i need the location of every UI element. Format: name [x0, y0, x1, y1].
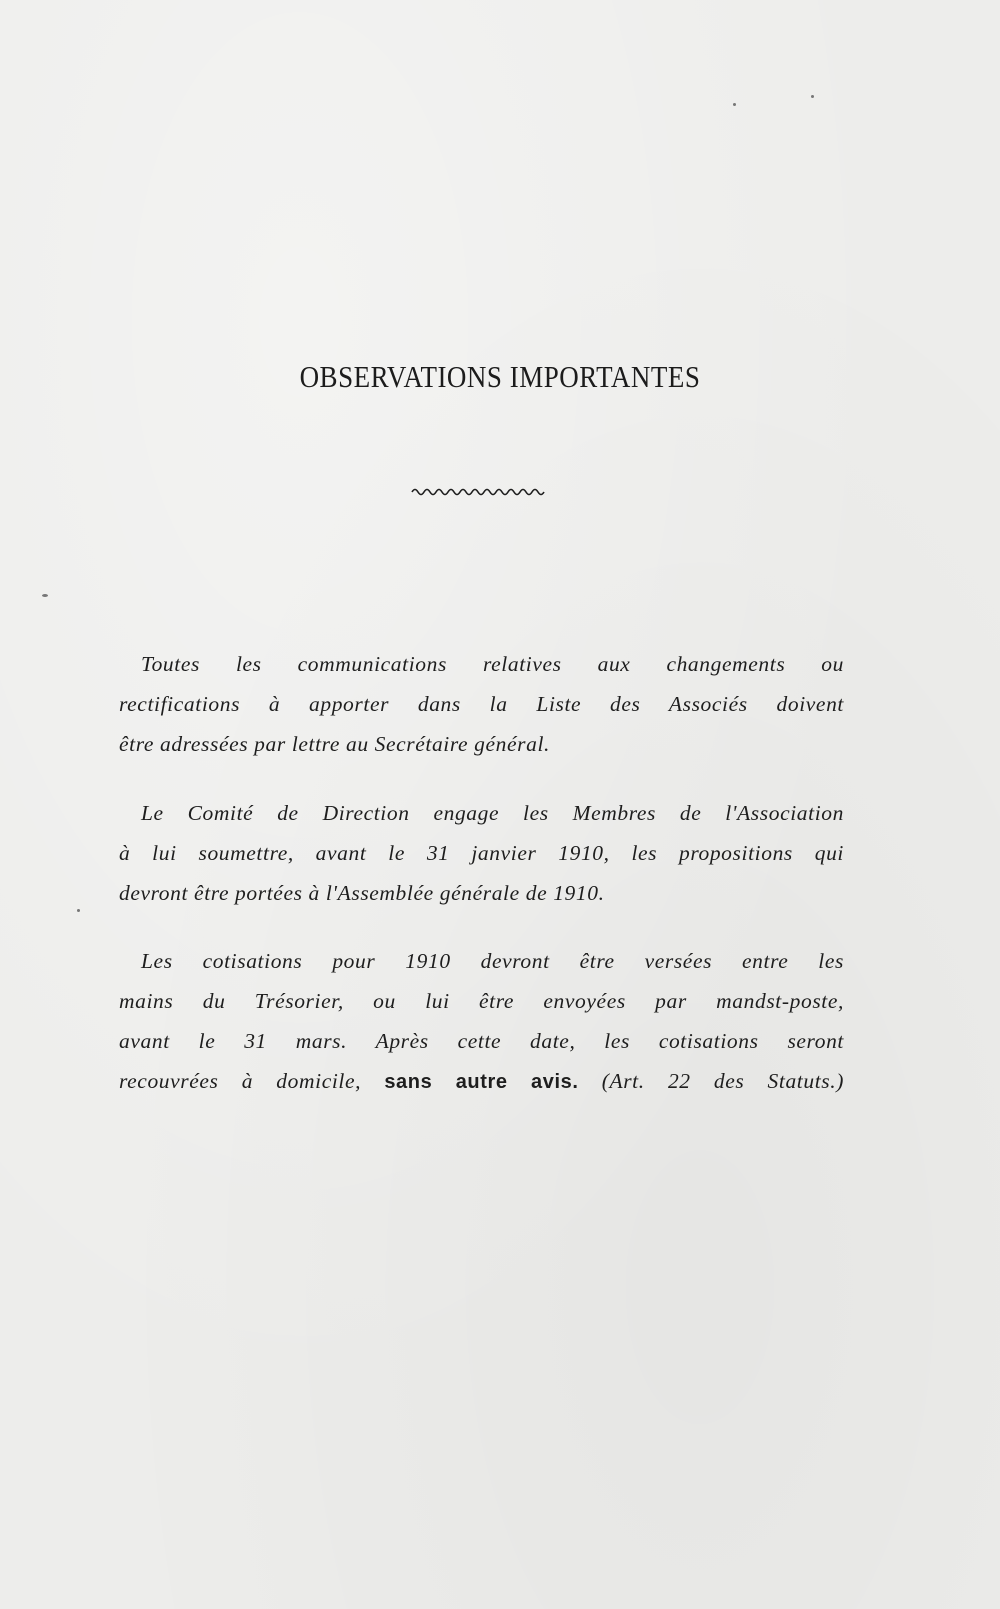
wavy-rule-ornament [410, 486, 550, 498]
final-line-prefix: recouvrées à domicile, [119, 1069, 362, 1093]
paper-speck [733, 103, 736, 106]
paragraph-line: être adressées par lettre au Secrétaire général. [119, 732, 551, 756]
final-line-emphasis: sans autre avis. [384, 1071, 579, 1093]
paper-speck [42, 594, 48, 597]
final-line-reference: (Art. 22 des Statuts.) [601, 1069, 844, 1093]
paragraph-line: Toutes les communications relatives aux changements ou [141, 652, 844, 676]
paper-speck [811, 95, 814, 98]
paper-speck [77, 909, 80, 912]
paragraph-line: avant le 31 mars. Après cette date, les cotisations seront [119, 1029, 844, 1053]
paragraph-communications [119, 644, 844, 764]
paragraph-line: rectifications à apporter dans la Liste des Associés doivent [119, 692, 844, 716]
paragraph-cotisations [119, 941, 844, 1102]
paragraph-line: Le Comité de Direction engage les Membres de l'Association [141, 801, 844, 825]
paragraph-line: devront être portées à l'Assemblée générale de 1910. [119, 881, 605, 905]
paragraph-line: Les cotisations pour 1910 devront être versées entre les [141, 949, 844, 973]
paragraph-comite [119, 793, 844, 913]
paragraph-line: mains du Trésorier, ou lui être envoyées par mandst-poste, [119, 989, 844, 1013]
paragraph-line-final [119, 1061, 844, 1102]
paragraph-line: à lui soumettre, avant le 31 janvier 1910, les propositions qui [119, 841, 844, 865]
page-title: OBSERVATIONS IMPORTANTES [299, 360, 701, 394]
